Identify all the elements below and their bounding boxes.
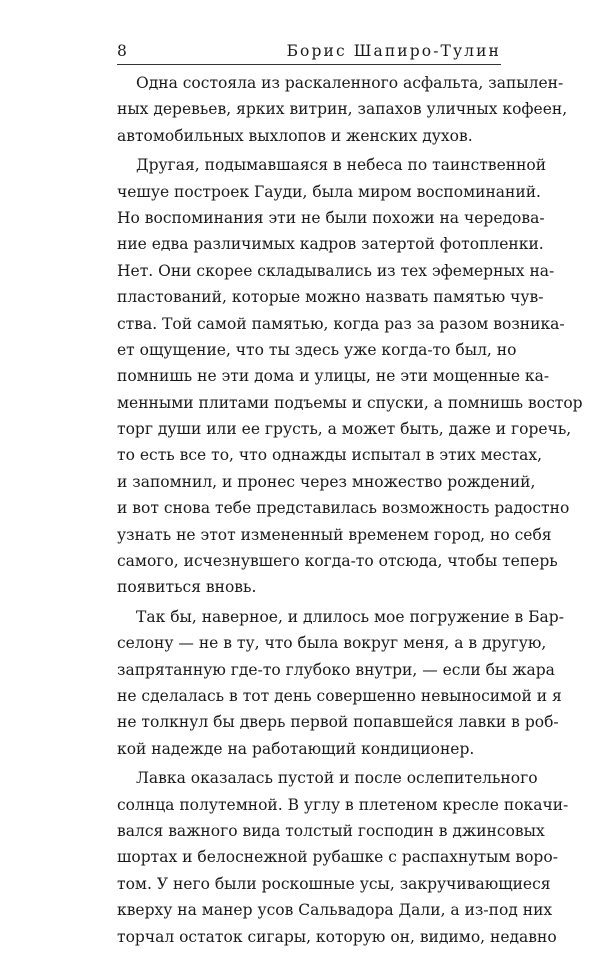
text-line: Лавка оказалась пустой и после ослепительного — [136, 769, 538, 788]
text-line: ных деревьев, ярких витрин, запахов уличных кофеен, — [117, 100, 568, 119]
page-number: 8 — [117, 42, 127, 60]
paragraph — [117, 152, 583, 601]
text-line: селону — не в ту, что была вокруг меня, а в другую, — [117, 634, 547, 653]
text-line: кой надежде на работающий кондиционер. — [117, 739, 475, 758]
text-line: ет ощущение, что ты здесь уже когда-то был, но — [117, 340, 517, 359]
text-line: появиться вновь. — [117, 578, 257, 597]
page-header — [117, 38, 501, 65]
text-line: то есть все то, что однажды испытал в этих местах, — [117, 446, 543, 465]
text-line: Нет. Они скорее складывались из тех эфемерных на- — [117, 261, 555, 280]
text-line: чешуе построек Гауди, была миром воспоминаний. — [117, 182, 541, 201]
paragraph — [117, 70, 568, 149]
text-line: и запомнил, и пронес через множество рождений, — [117, 472, 536, 491]
text-line: самого, исчезнувшего когда-то отсюда, чтобы теперь — [117, 552, 558, 571]
text-line: торчал остаток сигары, которую он, видимо, недавно — [117, 927, 557, 946]
text-line: Но воспоминания эти не были похожи на чередова- — [117, 208, 545, 227]
text-line: вался важного вида толстый господин в джинсовых — [117, 821, 545, 840]
text-line: менными плитами подъемы и спуски, а помнишь востор — [117, 393, 583, 412]
text-line: том. У него были роскошные усы, закручивающиеся — [117, 874, 551, 893]
running-title: Борис Шапиро-Тулин — [286, 42, 501, 60]
paragraph — [117, 604, 564, 762]
text-line: не сделалась в тот день совершенно невыносимой и я — [117, 686, 562, 705]
text-line: узнать не этот измененный временем город, но себя — [117, 525, 552, 544]
text-line: кверху на манер усов Сальвадора Дали, а из-под них — [117, 901, 553, 920]
text-line: Так бы, наверное, и длилось мое погружение в Бар- — [136, 607, 564, 626]
text-line: ства. Той самой памятью, когда раз за разом возника- — [117, 314, 565, 333]
text-line: запрятанную где-то глубоко внутри, — если бы жара — [117, 660, 555, 679]
text-line: шортах и белоснежной рубашке с распахнутым воро- — [117, 848, 558, 867]
text-line: помнишь не эти дома и улицы, не эти мощенные ка- — [117, 367, 550, 386]
text-line: не толкнул бы дверь первой попавшейся лавки в роб- — [117, 713, 559, 732]
text-line: Одна состояла из раскаленного асфальта, запылен- — [136, 74, 564, 92]
body-text — [117, 70, 583, 953]
text-line: ние едва различимых кадров затертой фотопленки. — [117, 235, 544, 254]
text-line: автомобильных выхлопов и женских духов. — [117, 126, 473, 145]
text-line: и вот снова тебе представилась возможность радостно — [117, 499, 570, 518]
text-line: пластований, которые можно назвать памятью чув- — [117, 288, 544, 307]
text-line: солнца полутемной. В углу в плетеном кресле покачи- — [117, 795, 569, 814]
text-line: торг души или ее грусть, а может быть, даже и горечь, — [117, 420, 572, 439]
paragraph — [117, 765, 569, 950]
text-line: Другая, подымавшаяся в небеса по таинственной — [136, 156, 547, 175]
